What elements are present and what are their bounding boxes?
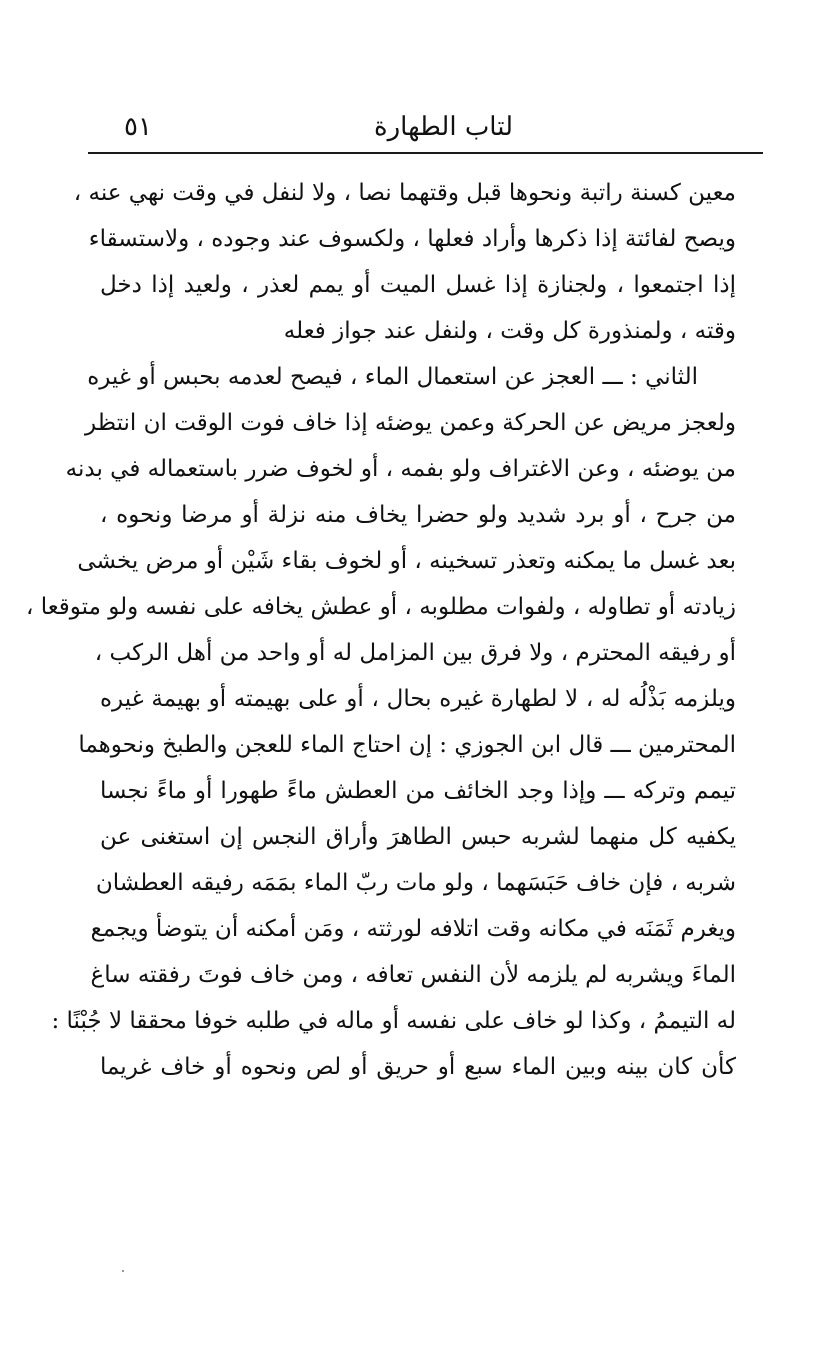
header-rule — [88, 152, 763, 154]
page-header — [88, 106, 763, 150]
text-line: معين كسنة راتبة ونحوها قبل وقتهما نصا ، ولا لنفل في وقت نهي عنه ، — [73, 180, 736, 206]
text-line: وقته ، ولمنذورة كل وقت ، ولنفل عند جواز فعله — [283, 318, 736, 344]
text-line: المحترمين ـــ قال ابن الجوزي : إن احتاج الماء للعجن والطبخ ونحوهما — [78, 732, 736, 758]
text-line: له التيممُ ، وكذا لو خاف على نفسه أو ماله في طلبه خوفا محققا لا جُبْنًا : — [51, 1008, 736, 1034]
text-line: ويصح لفائتة إذا ذكرها وأراد فعلها ، ولكسوف عند وجوده ، ولاستسقاء — [88, 226, 736, 252]
text-line: ولعجز مريض عن الحركة وعمن يوضئه إذا خاف فوت الوقت ان انتظر — [85, 410, 736, 436]
text-line: يكفيه كل منهما لشربه حبس الطاهرَ وأراق النجس إن استغنى عن — [100, 824, 736, 850]
text-line: بعد غسل ما يمكنه وتعذر تسخينه ، أو لخوف بقاء شَيْن أو مرض يخشى — [77, 548, 736, 574]
text-line: أو رفيقه المحترم ، ولا فرق بين المزامل له أو واحد من أهل الركب ، — [94, 640, 736, 666]
text-line: إذا اجتمعوا ، ولجنازة إذا غسل الميت أو يمم لعذر ، ولعيد إذا دخل — [100, 272, 736, 298]
running-title: لتاب الطهارة — [374, 112, 513, 142]
text-line: تيمم وتركه ـــ وإذا وجد الخائف من العطش ماءً طهورا أو ماءً نجسا — [100, 778, 736, 804]
text-line: ويلزمه بَذْلُه له ، لا لطهارة غيره بحال ، أو على بهيمته أو بهيمة غيره — [100, 686, 736, 712]
body-text — [25, 170, 736, 1090]
text-line: الثاني : ـــ العجز عن استعمال الماء ، فيصح لعدمه بحبس أو غيره — [87, 364, 698, 390]
page-number: ٥١ — [124, 112, 152, 142]
text-line: من يوضئه ، وعن الاغتراف ولو بفمه ، أو لخوف ضرر باستعماله في بدنه — [65, 456, 736, 482]
text-line: ويغرم ثَمَنَه في مكانه وقت اتلافه لورثته ، ومَن أمكنه أن يتوضأ ويجمع — [90, 916, 736, 942]
text-line: الماءَ ويشربه لم يلزمه لأن النفس تعافه ، ومن خاف فوتَ رفقته ساغ — [90, 962, 736, 988]
text-line: كأن كان بينه وبين الماء سبع أو حريق أو لص ونحوه أو خاف غريما — [100, 1054, 736, 1080]
text-line: شربه ، فإن خاف حَبَسَهما ، ولو مات ربّ الماء بمَمَه رفيقه العطشان — [95, 870, 736, 896]
text-line: من جرح ، أو برد شديد ولو حضرا يخاف منه نزلة أو مرضا ونحوه ، — [100, 502, 736, 528]
text-line: زيادته أو تطاوله ، ولفوات مطلوبه ، أو عطش يخافه على نفسه ولو متوقعا ، — [25, 594, 736, 620]
print-speck — [122, 1270, 124, 1272]
